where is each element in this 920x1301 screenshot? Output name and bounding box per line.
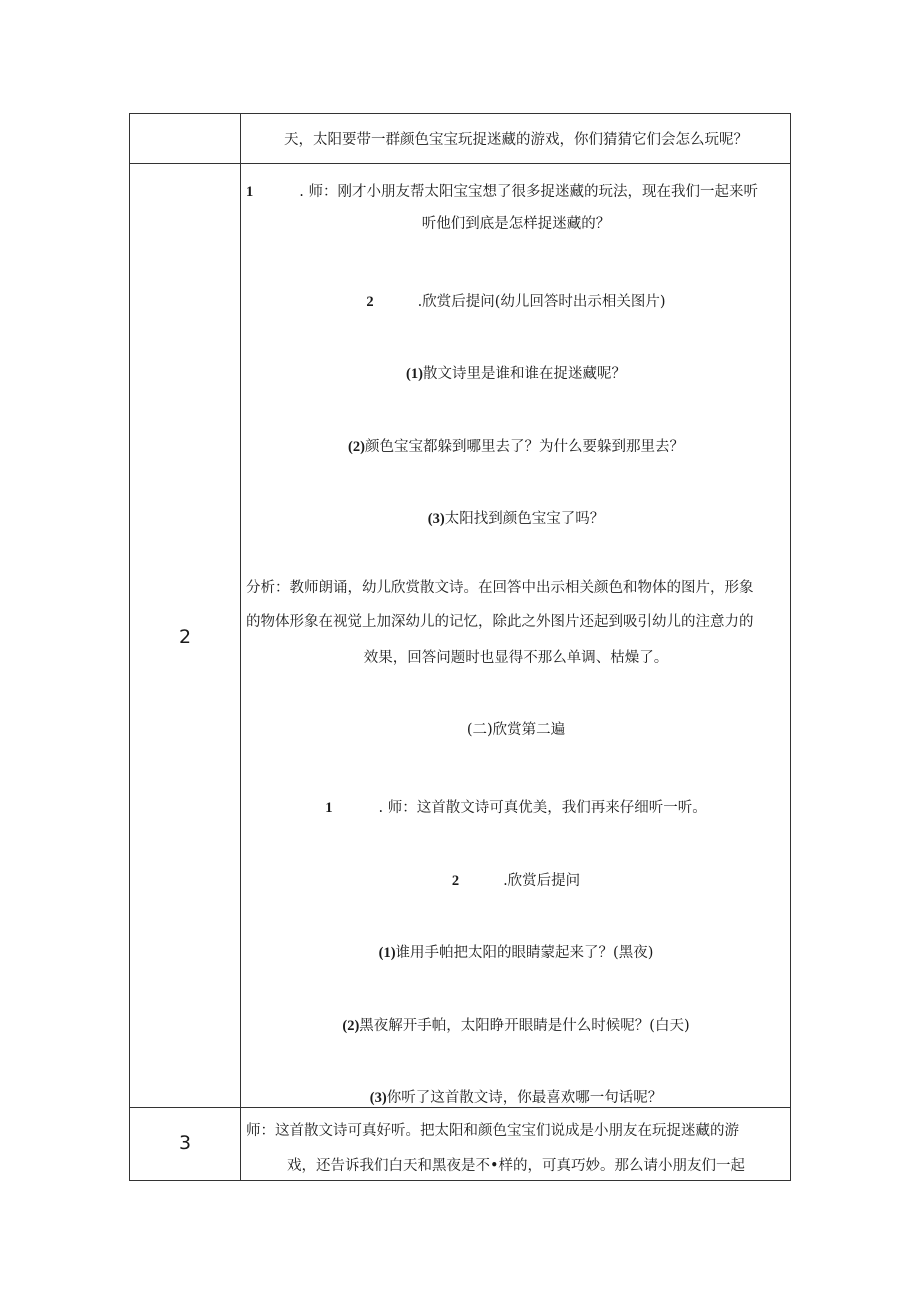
row-divider-1 bbox=[130, 163, 790, 164]
row2-s2-p1-text: . 师：这首散文诗可真优美，我们再来仔细听一听。 bbox=[378, 800, 707, 816]
row2-q1-text: 散文诗里是谁和谁在捉迷藏呢？ bbox=[422, 366, 626, 382]
row2-s2-q3-text: 你听了这首散文诗，你最喜欢哪一句话呢？ bbox=[386, 1090, 663, 1106]
row2-s2-q2-text: 黑夜解开手帕，太阳睁开眼睛是什么时候呢？(白天) bbox=[359, 1018, 690, 1034]
row2-q3-text: 太阳找到颜色宝宝了吗？ bbox=[444, 511, 605, 527]
row2-q3-num: (3) bbox=[427, 511, 445, 527]
row2-p2 bbox=[242, 292, 790, 312]
row2-p1-num: 1 bbox=[246, 184, 254, 200]
row2-q3 bbox=[242, 509, 790, 529]
row2-s2-p1 bbox=[242, 798, 790, 818]
analysis-line-2: 的物体形象在视觉上加深幼儿的记忆，除此之外图片还起到吸引幼儿的注意力的 bbox=[246, 614, 754, 630]
row2-s2-q1-num: (1) bbox=[378, 945, 396, 961]
row2-p1-text: . 师：刚才小朋友帮太阳宝宝想了很多捉迷藏的玩法，现在我们一起来听 bbox=[299, 184, 758, 200]
row2-s2-q1 bbox=[242, 943, 790, 963]
row2-s2-q1-text: 谁用手帕把太阳的眼睛蒙起来了？(黑夜) bbox=[395, 945, 654, 961]
row2-s2-q3-clip bbox=[242, 1086, 790, 1106]
row3-number: 3 bbox=[178, 1132, 192, 1154]
row2-s2-p1-num: 1 bbox=[325, 800, 333, 816]
column-divider bbox=[240, 114, 241, 1180]
row2-s2-q2 bbox=[242, 1016, 790, 1036]
section-title: (二)欣赏第二遍 bbox=[466, 722, 566, 738]
row2-p1-line2: 听他们到底是怎样捉迷藏的？ bbox=[421, 216, 611, 232]
analysis-line-1: 分析：教师朗诵，幼儿欣赏散文诗。在回答中出示相关颜色和物体的图片，形象 bbox=[246, 580, 754, 596]
row2-s2-p2-text: .欣赏后提问 bbox=[503, 873, 581, 889]
row2-s2-q3-num: (3) bbox=[369, 1090, 387, 1106]
row2-number: 2 bbox=[178, 626, 192, 648]
lesson-table bbox=[129, 113, 791, 1181]
row2-s2-p2-num: 2 bbox=[451, 873, 460, 889]
row2-q1 bbox=[242, 364, 790, 384]
row2-q1-num: (1) bbox=[406, 366, 423, 382]
row2-s2-q2-num: (2) bbox=[342, 1018, 360, 1034]
row-divider-2 bbox=[130, 1107, 790, 1108]
row1-text: 天，太阳要带一群颜色宝宝玩捉迷藏的游戏，你们猜猜它们会怎么玩呢？ bbox=[284, 132, 748, 148]
row2-s2-q3 bbox=[242, 1088, 790, 1106]
row2-q2-num: (2) bbox=[348, 439, 365, 455]
row2-q2 bbox=[242, 437, 790, 457]
row2-p1-line1 bbox=[246, 182, 794, 202]
row3-line-2: 戏，还告诉我们白天和黑夜是不•样的，可真巧妙。那么请小朋友们一起 bbox=[286, 1158, 746, 1174]
row2-p2-text: .欣赏后提问(幼儿回答时出示相关图片) bbox=[417, 294, 666, 310]
analysis-line-3: 效果，回答问题时也显得不那么单调、枯燥了。 bbox=[363, 650, 669, 666]
row3-line-1: 师：这首散文诗可真好听。把太阳和颜色宝宝们说成是小朋友在玩捉迷藏的游 bbox=[246, 1123, 739, 1139]
row2-q2-text: 颜色宝宝都躲到哪里去了？为什么要躲到那里去？ bbox=[364, 439, 684, 455]
row2-s2-p2 bbox=[242, 871, 790, 891]
row2-p2-num: 2 bbox=[366, 294, 374, 310]
